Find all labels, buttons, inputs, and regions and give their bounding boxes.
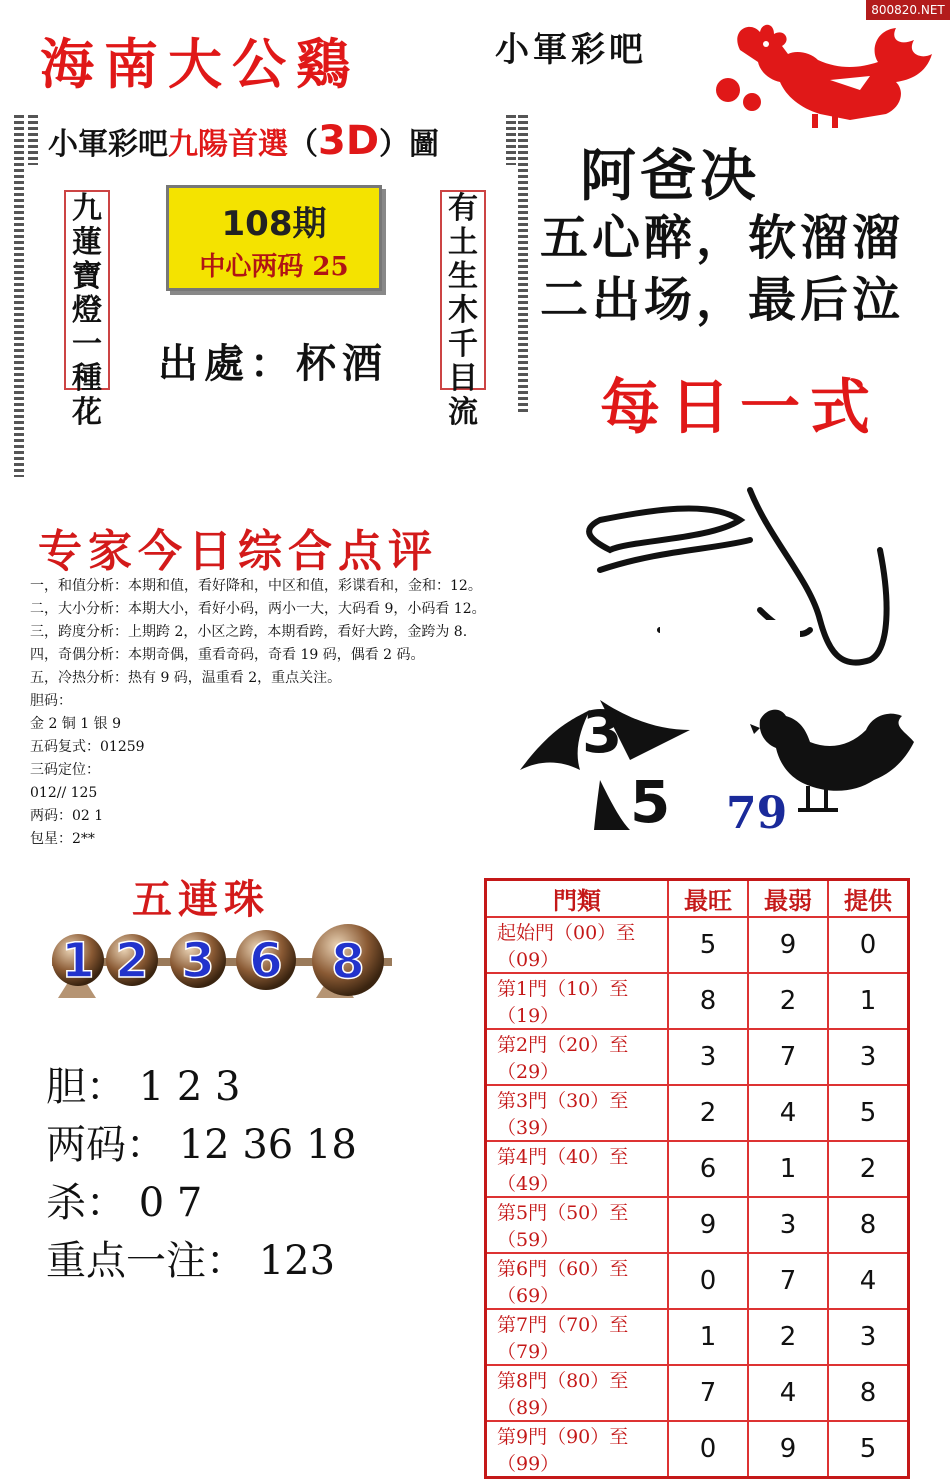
table-row: [486, 1365, 909, 1421]
door-label: 起始門（00）至（09）: [486, 917, 669, 973]
bead-number: 8: [331, 934, 365, 990]
door-value: 8: [668, 973, 748, 1029]
summary-two-codes: 两码： 12 36 18: [46, 1122, 357, 1168]
bead-number: 3: [181, 933, 215, 989]
analysis-line: 一，和值分析：本期和值，看好降和，中区和值，彩谍看和，金和：12。: [30, 578, 482, 594]
door-value: 4: [748, 1365, 828, 1421]
door-label: 第5門（50）至（59）: [486, 1197, 669, 1253]
five-beads: [52, 920, 392, 1000]
door-value: 2: [828, 1141, 909, 1197]
panel-stripe-right: [518, 115, 528, 415]
door-value: 5: [828, 1085, 909, 1141]
analysis-line: 四，奇偶分析：本期奇偶，重看奇码，奇看 19 码，偶看 2 码。: [30, 647, 425, 663]
summary-kill: 杀： 0 7: [46, 1180, 203, 1226]
table-row: [486, 1253, 909, 1309]
analysis-line: 五，冷热分析：热有 9 码，温重看 2，重点关注。: [30, 670, 342, 686]
summary-key-bet: 重点一注： 123: [46, 1238, 336, 1284]
header-provide: 提供: [828, 880, 909, 918]
door-value: 0: [828, 917, 909, 973]
issue-box: [166, 185, 382, 291]
daily-title: 每日一式: [600, 373, 880, 443]
door-value: 2: [668, 1085, 748, 1141]
analysis-line: 胆码：: [30, 693, 72, 709]
source-text: 出處：杯酒: [158, 340, 388, 387]
door-value: 8: [828, 1197, 909, 1253]
door-value: 1: [828, 973, 909, 1029]
hand-rooster-figure: [510, 480, 930, 840]
door-table: [484, 878, 910, 1479]
door-label: 第8門（80）至（89）: [486, 1365, 669, 1421]
page-title: 海南大公鷄: [40, 32, 360, 96]
issue-number: 108期: [221, 204, 327, 244]
door-label: 第1門（10）至（19）: [486, 973, 669, 1029]
banner-stripe-right: [506, 115, 516, 165]
door-label: 第4門（40）至（49）: [486, 1141, 669, 1197]
table-row: [486, 973, 909, 1029]
analysis-line: 三码定位：: [30, 762, 100, 778]
banner-3d-label: 3D: [318, 118, 380, 164]
brand-name: 小軍彩吧: [495, 30, 647, 70]
beads-title: 五連珠: [132, 876, 270, 923]
analysis-list: [30, 575, 486, 851]
door-value: 5: [828, 1421, 909, 1478]
door-label: 第3門（30）至（39）: [486, 1085, 669, 1141]
bead-number: 2: [115, 933, 149, 989]
table-row: [486, 917, 909, 973]
banner-3d: 小軍彩吧九陽首選（3D）圖: [48, 118, 440, 164]
summary-block: [46, 1058, 357, 1290]
door-value: 2: [748, 973, 828, 1029]
left-vertical-verse: 九蓮寶燈一種花: [64, 190, 110, 390]
door-value: 7: [748, 1253, 828, 1309]
analysis-line: 三，跨度分析：上期跨 2，小区之跨，本期看跨，看好大跨，金跨为 8.: [30, 624, 468, 640]
door-value: 3: [748, 1197, 828, 1253]
poem-title: 阿爸决: [580, 143, 760, 209]
poem-line-1: 五心醉，软溜溜: [540, 210, 905, 266]
bead-number: 1: [61, 933, 95, 989]
banner-prefix: 小軍彩吧: [48, 127, 168, 162]
analysis-line: 012// 125: [30, 785, 98, 801]
poem-line-2: 二出场，最后泣: [540, 272, 905, 328]
figure-digit-a: 3: [582, 698, 623, 766]
table-row: [486, 1309, 909, 1365]
door-value: 9: [748, 1421, 828, 1478]
analysis-line: 二，大小分析：本期大小，看好小码，两小一大，大码看 9，小码看 12。: [30, 601, 486, 617]
header-strongest: 最旺: [668, 880, 748, 918]
door-value: 7: [748, 1029, 828, 1085]
table-row: [486, 1085, 909, 1141]
door-value: 1: [668, 1309, 748, 1365]
rooster-papercut-icon: [700, 10, 940, 130]
table-row: [486, 1197, 909, 1253]
summary-dan: 胆： 1 2 3: [46, 1064, 241, 1110]
figure-digit-c: 79: [726, 788, 788, 839]
door-value: 9: [748, 917, 828, 973]
door-label: 第6門（60）至（69）: [486, 1253, 669, 1309]
table-row: [486, 1029, 909, 1085]
analysis-line: 两码：02 1: [30, 808, 104, 824]
analysis-line: 金 2 铜 1 银 9: [30, 716, 121, 732]
door-value: 8: [828, 1365, 909, 1421]
table-row: [486, 1421, 909, 1478]
door-value: 3: [668, 1029, 748, 1085]
bead-number: 6: [249, 933, 283, 989]
site-badge: 800820.NET: [866, 0, 950, 20]
analysis-line: 五码复式：01259: [30, 739, 145, 755]
banner-red: 九陽首選: [168, 127, 288, 162]
analysis-line: 包星：2**: [30, 831, 95, 847]
door-value: 4: [748, 1085, 828, 1141]
center-two-codes: 中心两码 25: [199, 252, 349, 282]
right-vertical-verse: 有土生木千目流: [440, 190, 486, 390]
door-value: 4: [828, 1253, 909, 1309]
door-value: 2: [748, 1309, 828, 1365]
door-label: 第7門（70）至（79）: [486, 1309, 669, 1365]
expert-title: 专家今日综合点评: [38, 526, 438, 577]
door-value: 6: [668, 1141, 748, 1197]
table-row: [486, 1141, 909, 1197]
figure-digit-b: 5: [630, 768, 671, 836]
door-value: 3: [828, 1029, 909, 1085]
header-door-type: 門類: [486, 880, 669, 918]
figure-mask: [660, 620, 800, 678]
banner-stripe-left: [28, 115, 38, 165]
door-label: 第9門（90）至（99）: [486, 1421, 669, 1478]
door-value: 7: [668, 1365, 748, 1421]
header-weakest: 最弱: [748, 880, 828, 918]
panel-stripe-left: [14, 115, 24, 477]
table-header-row: [486, 880, 909, 918]
door-value: 3: [828, 1309, 909, 1365]
poem-block: [540, 145, 904, 331]
door-label: 第2門（20）至（29）: [486, 1029, 669, 1085]
door-value: 0: [668, 1421, 748, 1478]
door-value: 0: [668, 1253, 748, 1309]
door-value: 5: [668, 917, 748, 973]
banner-suffix: 圖: [409, 127, 440, 162]
door-value: 9: [668, 1197, 748, 1253]
door-value: 1: [748, 1141, 828, 1197]
